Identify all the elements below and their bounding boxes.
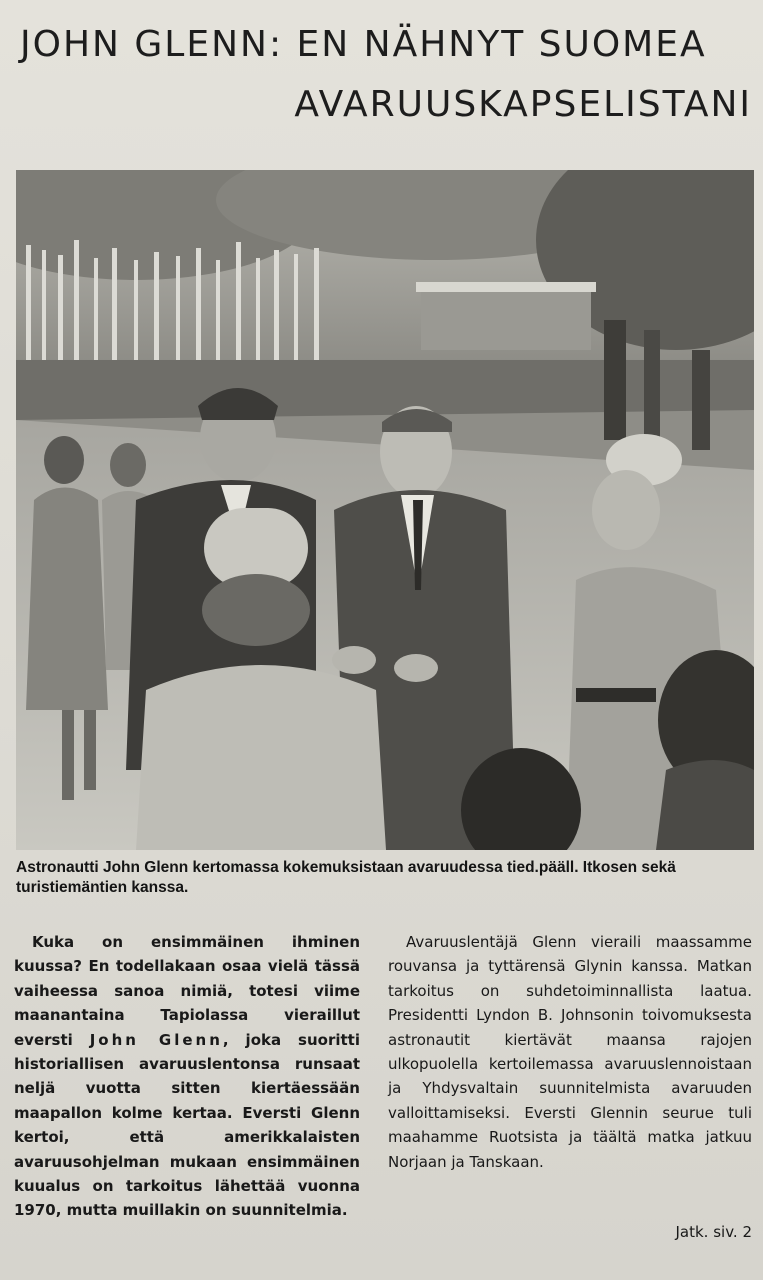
headline-line-1: JOHN GLENN: EN NÄHNYT SUOMEA — [20, 24, 707, 65]
article-right-column — [388, 930, 752, 1174]
news-photo — [16, 170, 754, 850]
continued-on-page: Jatk. siv. 2 — [675, 1223, 752, 1241]
headline-line-2: AVARUUSKAPSELISTANI — [294, 84, 752, 125]
right-column-text: Avaruuslentäjä Glenn vieraili maassamme rouvansa ja tyttärensä Glynin kanssa. Matkan tarkoitus on suhdetoiminnallista laatua. Presidentti Lyndon B. Johnsonin toivomuksesta astronautit kiertävät maansa rajojen ulkopuolella kertoilemassa avaruuslennoistaan ja Yhdysvaltain suunnitelmista avaruuden valloittamiseksi. Eversti Glennin seurue tuli maahamme Ruotsista ja täältä matka jatkuu Norjaan ja Tanskaan. — [388, 933, 752, 1171]
photo-illustration — [16, 170, 754, 850]
photo-caption: Astronautti John Glenn kertomassa kokemuksistaan avaruudessa tied.pääll. Itkosen sekä turistiemäntien kanssa. — [16, 859, 676, 896]
left-column-text — [14, 930, 360, 1223]
left-text-after-name: , joka suoritti historiallisen avaruuslentonsa runsaat neljä vuotta sitten kiertäessään maapallon kolme kertaa. Eversti Glenn kertoi, että amerikkalaisten avaruusohjelman mukaan ensimmäinen kuualus on tarkoitus lähettää vuonna 1970, mutta muillakin on suunnitelmia. — [14, 1030, 360, 1220]
person-name: John Glenn — [89, 1030, 223, 1049]
left-text-before-name: Kuka on ensimmäinen ihminen kuussa? En todellakaan osaa vielä tässä vaiheessa sanoa nimiä, totesi viime maanantaina Tapiolassa vieraillut eversti — [14, 933, 360, 1049]
article-left-column — [14, 930, 360, 1223]
pavilion — [421, 290, 591, 350]
